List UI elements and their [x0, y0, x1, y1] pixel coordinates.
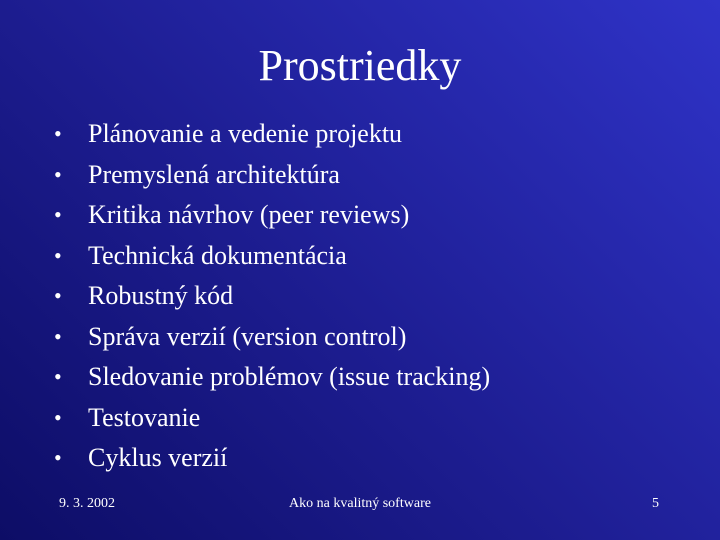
bullet-icon: •	[54, 202, 62, 227]
footer-title: Ako na kvalitný software	[289, 496, 431, 511]
bullet-item-version-control	[54, 317, 674, 358]
bullet-item-planning	[54, 114, 674, 155]
bullet-item-peer-reviews	[54, 195, 674, 236]
bullet-text-issue-tracking: Sledovanie problémov (issue tracking)	[88, 362, 491, 391]
bullet-item-release-cycle	[54, 438, 674, 479]
bullet-text-documentation: Technická dokumentácia	[88, 240, 347, 270]
bullet-icon: •	[54, 445, 62, 470]
bullet-text-version-control: Správa verzií (version control)	[88, 321, 407, 351]
bullet-icon: •	[54, 364, 62, 389]
bullet-item-testing	[54, 398, 674, 439]
bullet-list	[54, 114, 674, 479]
bullet-icon: •	[54, 161, 62, 187]
bullet-item-robust-code	[54, 276, 674, 317]
bullet-text-testing: Testovanie	[88, 402, 201, 432]
bullet-text-planning: Plánovanie a vedenie projektu	[88, 119, 403, 148]
bullet-icon: •	[54, 323, 62, 349]
bullet-icon: •	[54, 283, 62, 308]
bullet-text-architecture: Premyslená architektúra	[88, 159, 340, 189]
slide-title: Prostriedky	[258, 41, 462, 90]
bullet-item-documentation	[54, 236, 674, 277]
bullet-icon: •	[54, 404, 62, 430]
bullet-text-peer-reviews: Kritika návrhov (peer reviews)	[88, 200, 410, 229]
bullet-item-issue-tracking	[54, 357, 674, 398]
bullet-item-architecture	[54, 155, 674, 196]
bullet-icon: •	[54, 121, 62, 146]
bullet-text-release-cycle: Cyklus verzií	[88, 443, 228, 472]
slide-number: 5	[652, 496, 659, 511]
bullet-text-robust-code: Robustný kód	[88, 281, 234, 310]
bullet-icon: •	[54, 242, 62, 268]
footer-date: 9. 3. 2002	[59, 496, 115, 511]
